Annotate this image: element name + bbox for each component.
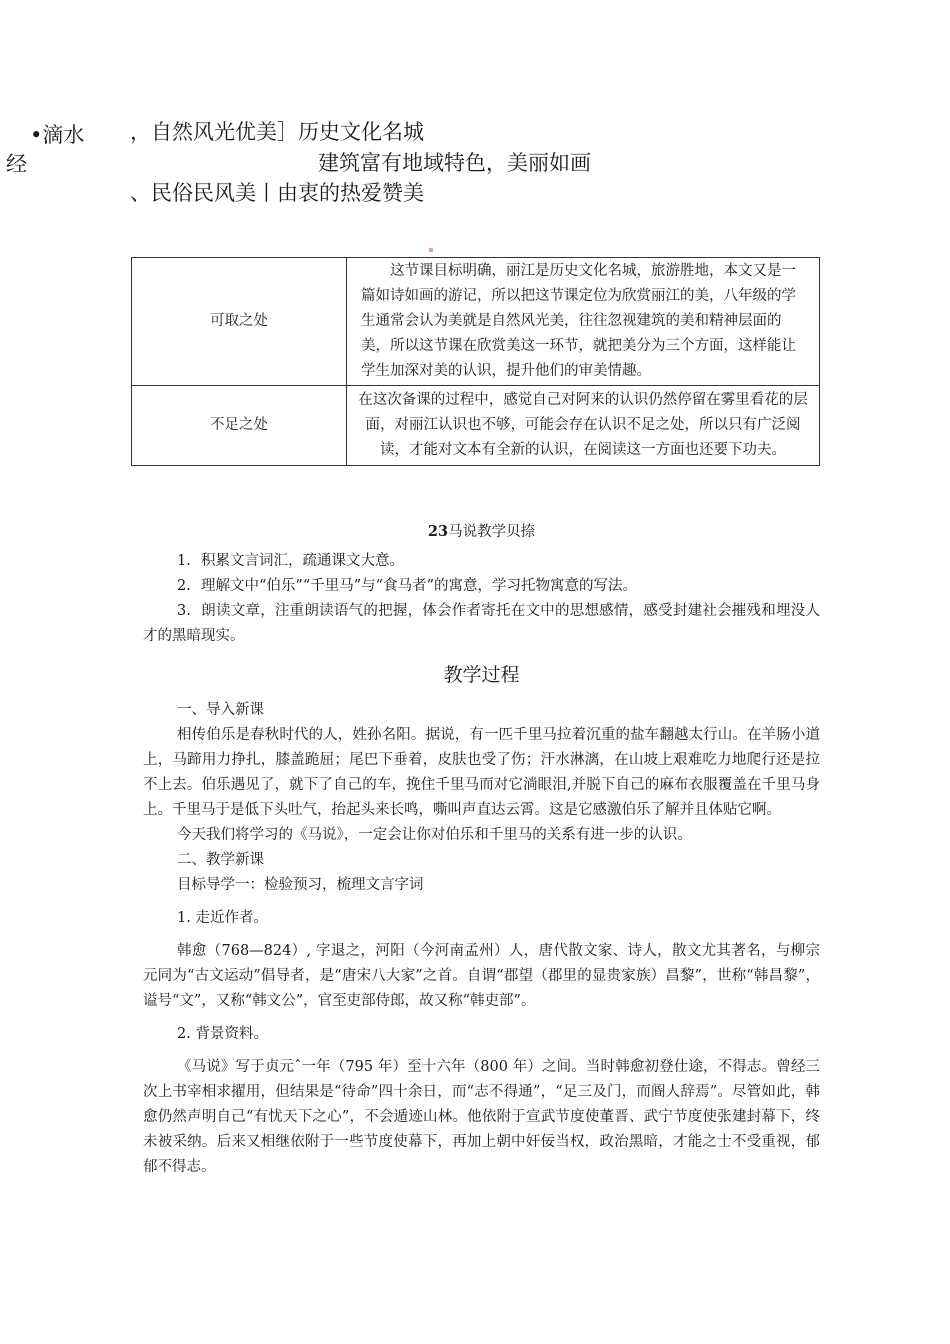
table-row	[132, 258, 820, 386]
table-label-strengths: 可取之处	[132, 258, 347, 386]
intro-heading: 一、导入新课	[177, 702, 264, 718]
marker-dot	[429, 248, 433, 252]
fragment-left-bottom: 经	[6, 152, 27, 176]
goal-number: 2.	[177, 578, 191, 594]
fragment-line-2: 建筑富有地域特色，美丽如画	[318, 151, 591, 175]
list-item	[143, 549, 820, 574]
lesson-title	[143, 519, 820, 545]
goal-text: 积累文言词汇，疏通课文大意。	[201, 553, 404, 569]
new-lesson-heading: 二、教学新课	[177, 852, 264, 868]
table-label-weaknesses: 不足之处	[132, 386, 347, 466]
lesson-body	[143, 519, 820, 1180]
table-row	[132, 386, 820, 466]
goal-text: 朗读文章，注重朗读语气的把握，体会作者寄托在文中的思想感情，感受封建社会摧残和埋没人才的黑暗现实。	[143, 603, 820, 644]
table-content-weaknesses: 在这次备课的过程中，感觉自己对阿来的认识仍然停留在雾里看花的层面，对丽江认识也不够，可能会存在认识不足之处，所以只有广泛阅读，才能对文本有全新的认识，在阅读这一方面也还要下功夫。	[347, 386, 820, 466]
list-item	[143, 574, 820, 599]
list-item	[143, 599, 820, 649]
reflection-table	[131, 257, 820, 466]
table-content-strengths: 这节课目标明确，丽江是历史文化名城，旅游胜地，本文又是一篇如诗如画的游记，所以把这节课定位为欣赏丽江的美，八年级的学生通常会认为美就是自然风光美，往往忽视建筑的美和精神层面的美，所以这节课在欣赏美这一环节，就把美分为三个方面，这样能让学生加深对美的认识，提升他们的审美情趣。	[347, 258, 820, 386]
item-author-heading: 1. 走近作者。	[177, 910, 268, 926]
goal-text: 理解文中“伯乐”“千里马”与“食马者”的寓意，学习托物寓意的写法。	[201, 578, 637, 594]
intro-paragraph: 相传伯乐是春秋时代的人，姓孙名阳。据说，有一匹千里马拉着沉重的盐车翻越太行山。在羊肠小道上，马蹄用力挣扎，膝盖跪屈；尾巴下垂着，皮肤也受了伤；汗水淋漓，在山坡上艰难吃力地爬行还是拉不上去。伯乐遇见了，就下了自己的车，挽住千里马而对它淌眼泪,并脱下自己的麻布衣服覆盖在千里马身上。千里马于是低下头吐气，抬起头来长鸣，嘶叫声直达云霄。这是它感激伯乐了解并且体贴它啊。	[143, 727, 820, 818]
lesson-number: 23	[427, 523, 449, 540]
item-background-heading: 2. 背景资料。	[177, 1026, 268, 1042]
fragment-line-1: ，自然风光优美］历史文化名城	[130, 120, 424, 144]
intro-paragraph-2: 今天我们将学习的《马说》，一定会让你对伯乐和千里马的关系有进一步的认识。	[177, 827, 692, 843]
section-heading: 教学过程	[443, 664, 520, 686]
lesson-title-text: 马说教学贝捺	[448, 524, 536, 540]
target-heading: 目标导学一：检验预习，梳理文言字词	[177, 877, 424, 893]
background-paragraph: 《马说》写于贞元ˆ一年（795 年）至十六年（800 年）之间。当时韩愈初登仕途，不得志。曾经三次上书宰相求擢用，但结果是“待命”四十余日，而“志不得通”，“足三及门，而阍人辞焉”。尽管如此，韩愈仍然声明自己“有忧天下之心”，不会遁迹山林。他依附于宣武节度使董晋、武宁节度使张建封幕下，终未被采纳。后来又相继依附于一些节度使幕下，再加上朝中奸佞当权，政治黑暗，才能之士不受重视，郁郁不得志。	[143, 1059, 820, 1175]
author-paragraph: 韩愈（768—824）, 字退之，河阳（今河南孟州）人，唐代散文家、诗人，散文尤其著名，与柳宗元同为“古文运动”倡导者，是“唐宋八大家”之首。自谓“郡望（郡里的显贵家族）昌黎”，世称“韩昌黎”，谥号“文”，又称“韩文公”，官至吏部侍郎，故又称“韩吏部”。	[143, 943, 820, 1009]
fragment-line-3: 、民俗民风美丨由衷的热爱赞美	[130, 181, 424, 205]
fragment-left-top: •滴水	[30, 123, 85, 147]
goal-number: 1.	[177, 553, 191, 569]
goal-number: 3.	[177, 603, 191, 619]
